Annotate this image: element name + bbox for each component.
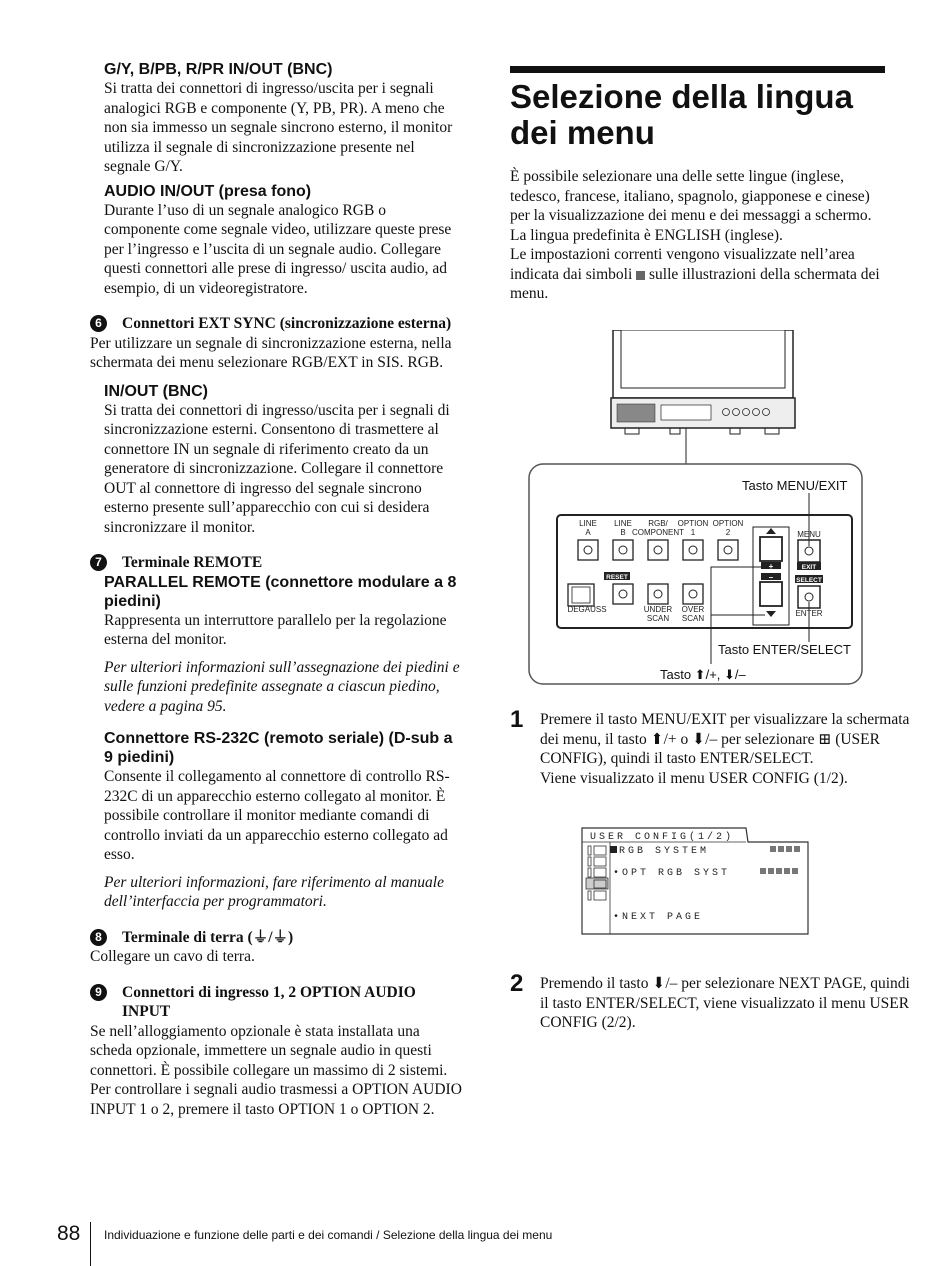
plus-label: + — [768, 562, 774, 571]
reset-button[interactable] — [613, 584, 633, 604]
label-option2-2: 2 — [725, 528, 731, 537]
under-scan-button[interactable] — [648, 584, 668, 604]
footer-breadcrumb: Individuazione e funzione delle parti e dei comandi / Selezione della lingua dei menu — [104, 1228, 553, 1242]
up-plus-button[interactable] — [760, 537, 782, 561]
section-title: Selezione della lingua dei menu — [510, 78, 853, 151]
intro-paragraph-3 — [510, 245, 885, 304]
line-a-button[interactable] — [578, 540, 598, 560]
option-1-button[interactable] — [683, 540, 703, 560]
item-8-text: Collegare un cavo di terra. — [90, 948, 255, 965]
label-over-2: SCAN — [681, 614, 705, 623]
rs232-heading: Connettore RS-232C (remoto seriale) (D-sub a 9 piedini) — [104, 730, 453, 766]
footer-divider — [90, 1222, 91, 1266]
label-over-1: OVER — [681, 605, 705, 614]
parallel-note: Per ulteriori informazioni sull’assegnazione dei piedini e sulle funzioni predefinite assegnate a ciascun piedino, vedere a pagina 95. — [104, 658, 460, 715]
label-line-a-2: A — [585, 528, 591, 537]
gy-text: Si tratta dei connettori di ingresso/uscita per i segnali analogici RGB e componente (Y, PB, PR). A meno che non sia immesso un segnale sincrono esterno, il monitor utilizza il segnale di sincronizzazione presente nel segnale G/Y. — [104, 80, 453, 175]
item-9-heading — [90, 983, 465, 1022]
label-option1-2: 1 — [690, 528, 696, 537]
menu-row-opt-rgb-syst: •OPT RGB SYST — [613, 868, 731, 879]
item-9-title: Connettori di ingresso 1, 2 OPTION AUDIO INPUT — [122, 983, 416, 1020]
label-option1-1: OPTION — [677, 519, 709, 528]
exit-label: EXIT — [801, 564, 817, 571]
step-2-number: 2 — [510, 970, 524, 997]
label-rgb-2: COMPONENT — [632, 528, 684, 537]
label-line-b-2: B — [620, 528, 626, 537]
label-line-a-1: LINE — [579, 519, 597, 528]
over-scan-button[interactable] — [683, 584, 703, 604]
inout-heading: IN/OUT (BNC) — [104, 382, 208, 400]
step-1 — [510, 706, 915, 788]
item-7-title: Terminale REMOTE — [122, 554, 263, 571]
step-1-text: Premere il tasto MENU/EXIT per visualizzare la schermata dei menu, il tasto ⬆/+ o ⬇/– per selezionare ⊞ (USER CONFIG), quindi il tasto ENTER/SELECT. — [540, 711, 910, 767]
parallel-heading: PARALLEL REMOTE (connettore modulare a 8 piedini) — [104, 573, 457, 610]
label-under-2: SCAN — [646, 614, 670, 623]
item-6-number: 6 — [90, 315, 107, 332]
menu-screen-header: USER CONFIG(1/2) — [590, 832, 735, 843]
item-6-text: Per utilizzare un segnale di sincronizzazione esterna, nella schermata dei menu selezionare RGB/EXT in SIS. RGB. — [90, 334, 452, 371]
item-7-heading — [90, 553, 465, 573]
inout-text: Si tratta dei connettori di ingresso/uscita per i segnali di sincronizzazione esterni. Consentono di trasmettere al connettore IN un segnale di riferimento creato da un generatore di sincronizzazione. Collegare il connettore OUT al connettore di ingresso del segnale sincrono esterno presente sull’apparecchio con cui si desidera sincronizzare il monitor. — [104, 401, 450, 536]
control-panel-diagram — [525, 330, 870, 688]
audio-heading: AUDIO IN/OUT (presa fono) — [104, 182, 312, 200]
minus-label: – — [768, 573, 774, 582]
intro-paragraph-3a: Le impostazioni correnti vengono visualizzate nell’area indicata dai simboli — [510, 246, 855, 283]
rs232-note: Per ulteriori informazioni, fare riferimento al manuale dell’interfaccia per programmatori. — [104, 873, 444, 910]
label-menu: MENU — [797, 530, 821, 539]
menu-row-next-page: •NEXT PAGE — [613, 912, 704, 923]
setting-square-icon — [636, 271, 645, 280]
down-minus-button[interactable] — [760, 582, 782, 606]
audio-text: Durante l’uso di un segnale analogico RGB o componente come segnale video, utilizzare queste prese per l’ingresso e l’uscita di un segnale audio. Collegare questi connettori alle prese di ingresso/ uscita audio, ad esempio, di un videoregistratore. — [104, 201, 452, 297]
item-8-number: 8 — [90, 929, 107, 946]
callout-enter-select: Tasto ENTER/SELECT — [718, 642, 851, 657]
label-rgb-1: RGB/ — [648, 519, 668, 528]
item-9-text: Se nell’alloggiamento opzionale è stata installata una scheda opzionale, immettere un segnale audio in questi connettori. È possibile collegare un massimo di 2 sistemi. Per controllare i segnali audio trasmessi a OPTION AUDIO INPUT 1 o 2, premere il tasto OPTION 1 o OPTION 2. — [90, 1022, 462, 1118]
parallel-text: Rappresenta un interruttore parallelo per la regolazione esterna del monitor. — [104, 611, 447, 648]
item-8-heading — [90, 928, 465, 948]
callout-menu-exit: Tasto MENU/EXIT — [742, 478, 848, 493]
monitor-illustration — [611, 330, 795, 464]
option-2-button[interactable] — [718, 540, 738, 560]
step-2 — [510, 970, 915, 1033]
label-degauss: DEGAUSS — [567, 605, 607, 614]
left-column — [90, 60, 465, 1119]
item-7-number: 7 — [90, 554, 107, 571]
rs232-text: Consente il collegamento al connettore di controllo RS-232C di un apparecchio esterno collegato al monitor. È possibile controllare il monitor mediante comandi di controllo inviati da un apparecchio esterno collegato ad esso. — [104, 768, 450, 863]
item-8-title: Terminale di terra (⏚/⏚) — [122, 928, 294, 946]
label-line-b-1: LINE — [614, 519, 632, 528]
reset-label: RESET — [606, 574, 628, 581]
item-6-title: Connettori EXT SYNC (sincronizzazione esterna) — [122, 315, 452, 332]
intro-paragraph-3b: sulle illustrazioni della schermata dei menu. — [510, 265, 880, 302]
select-label: SELECT — [796, 577, 822, 584]
step-1-number: 1 — [510, 706, 524, 733]
section-rule — [510, 66, 885, 73]
intro-paragraph-1: È possibile selezionare una delle sette lingue (inglese, tedesco, francese, italiano, spagnolo, giapponese e cinese) per la visualizzazione dei menu e dei messaggi a schermo. — [510, 168, 872, 224]
callout-arrow-keys: Tasto ⬆/+, ⬇/– — [660, 667, 746, 682]
item-6-heading — [90, 314, 465, 334]
menu-row-rgb-system: RGB SYSTEM — [619, 846, 710, 857]
gy-heading: G/Y, B/PB, R/PR IN/OUT (BNC) — [104, 61, 333, 78]
label-option2-1: OPTION — [712, 519, 744, 528]
label-enter: ENTER — [795, 609, 823, 618]
label-under-1: UNDER — [643, 605, 673, 614]
page-number: 88 — [57, 1222, 81, 1245]
step-1-result: Viene visualizzato il menu USER CONFIG (1/2). — [540, 769, 848, 787]
intro-paragraph-2: La lingua predefinita è ENGLISH (inglese). — [510, 226, 783, 244]
step-2-text: Premendo il tasto ⬇/– per selezionare NEXT PAGE, quindi il tasto ENTER/SELECT, viene visualizzato il menu USER CONFIG (2/2). — [540, 975, 910, 1031]
rgb-component-button[interactable] — [648, 540, 668, 560]
user-config-menu-screen — [580, 826, 810, 938]
item-9-number: 9 — [90, 984, 107, 1001]
line-b-button[interactable] — [613, 540, 633, 560]
right-column — [510, 66, 885, 304]
